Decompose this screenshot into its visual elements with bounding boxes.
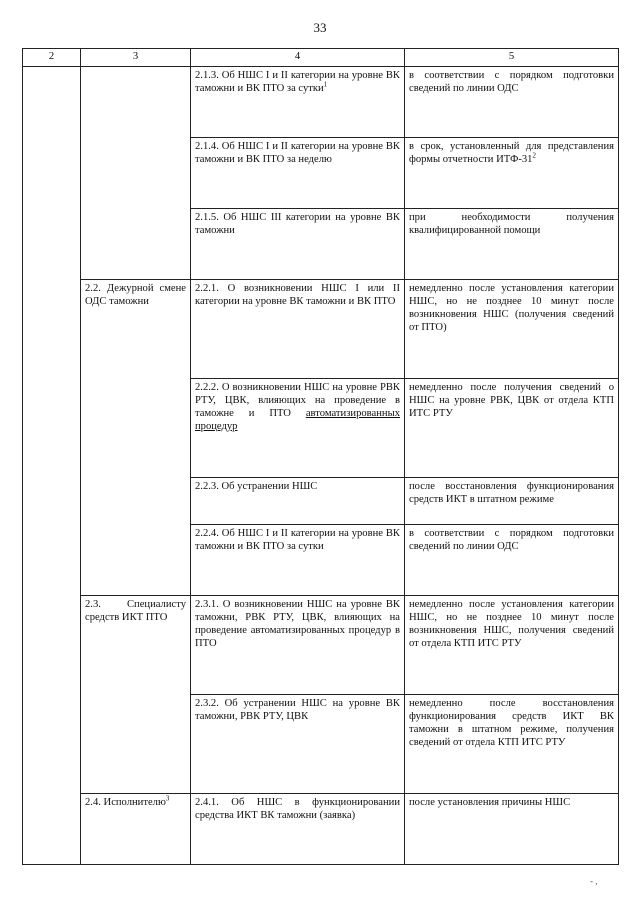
cell-2-1-4-deadline: в срок, установленный для представления формы отчетности ИТФ-$31^2$ bbox=[405, 137, 619, 208]
cell-2-3-2-deadline: немедленно после восстановления функционирования средств ИКТ ВК таможни в штатном режиме, получения сведений от отдела КТП ИТС РТУ bbox=[405, 694, 619, 793]
cell-2-2-4-subject: 2.2.4. Об НШС I и II категории на уровне ВК таможни и ВК ПТО за сутки bbox=[191, 524, 405, 595]
cell-2-2-3-deadline: после восстановления функционирования средств ИКТ в штатном режиме bbox=[405, 477, 619, 524]
cell-2-4-1-subject: 2.4.1. Об НШС в функционировании средства ИКТ ВК таможни (заявка) bbox=[191, 793, 405, 864]
cell-2-2-2-deadline: немедленно после получения сведений о НШС на уровне РВК, ЦВК от отдела КТП ИТС РТУ bbox=[405, 378, 619, 477]
cell-2-3-1-deadline: немедленно после установления категории НШС, но не позднее 10 минут после возникновения НШС, получения сведений от отдела КТП ИТС РТУ bbox=[405, 595, 619, 694]
recipient-2-4: 2.4. Исполнителю$^3$ bbox=[81, 793, 191, 864]
table-header-row bbox=[23, 49, 619, 67]
table-row bbox=[23, 595, 619, 694]
cell-2-1-3-deadline: в соответствии с порядком подготовки сведений по линии ОДС bbox=[405, 66, 619, 137]
header-col-4: 4 bbox=[191, 49, 405, 67]
cell-2-2-4-deadline: в соответствии с порядком подготовки сведений по линии ОДС bbox=[405, 524, 619, 595]
table-row bbox=[23, 793, 619, 864]
responsibility-table bbox=[22, 48, 619, 865]
header-col-2: 2 bbox=[23, 49, 81, 67]
page-number: 33 bbox=[313, 20, 327, 35]
cell-2-3-2-subject: 2.3.2. Об устранении НШС на уровне ВК таможни, РВК РТУ, ЦВК bbox=[191, 694, 405, 793]
cell-2-4-1-deadline: после установления причины НШС bbox=[405, 793, 619, 864]
col-3-cell-empty bbox=[81, 66, 191, 279]
cell-2-2-1-subject: 2.2.1. О возникновении НШС I или II категории на уровне ВК таможни и ВК ПТО bbox=[191, 279, 405, 378]
recipient-2-2: 2.2. Дежурной смене ОДС таможни bbox=[81, 279, 191, 595]
cell-2-2-3-subject: 2.2.3. Об устранении НШС bbox=[191, 477, 405, 524]
header-col-3: 3 bbox=[81, 49, 191, 67]
cell-2-3-1-subject: 2.3.1. О возникновении НШС на уровне ВК таможни, РВК РТУ, ЦВК, влияющих на проведение автоматизированных процедур в ПТО bbox=[191, 595, 405, 694]
table-row bbox=[23, 279, 619, 378]
cell-2-1-4-subject: 2.1.4. Об НШС I и II категории на уровне ВК таможни и ВК ПТО за неделю bbox=[191, 137, 405, 208]
cell-2-1-5-deadline: при необходимости получения квалифицированной помощи bbox=[405, 208, 619, 279]
corner-mark: - , bbox=[590, 876, 598, 886]
cell-2-2-2-subject: 2.2.2. О возникновении НШС на уровне РВК РТУ, ЦВК, влияющих на проведение в таможне и ПТО автоматизированных процедур bbox=[191, 378, 405, 477]
table-row bbox=[23, 66, 619, 137]
cell-2-1-5-subject: 2.1.5. Об НШС III категории на уровне ВК таможни bbox=[191, 208, 405, 279]
cell-2-1-3-subject: 2.1.3. Об НШС I и II категории на уровне ВК таможни и ВК ПТО за сутки$^1$ bbox=[191, 66, 405, 137]
recipient-2-3: 2.3. Специалисту средств ИКТ ПТО bbox=[81, 595, 191, 793]
col-2-cell bbox=[23, 66, 81, 864]
cell-2-2-1-deadline: немедленно после установления категории НШС, но не позднее 10 минут после возникновения НШС (получения сведений от ПТО) bbox=[405, 279, 619, 378]
header-col-5: 5 bbox=[405, 49, 619, 67]
